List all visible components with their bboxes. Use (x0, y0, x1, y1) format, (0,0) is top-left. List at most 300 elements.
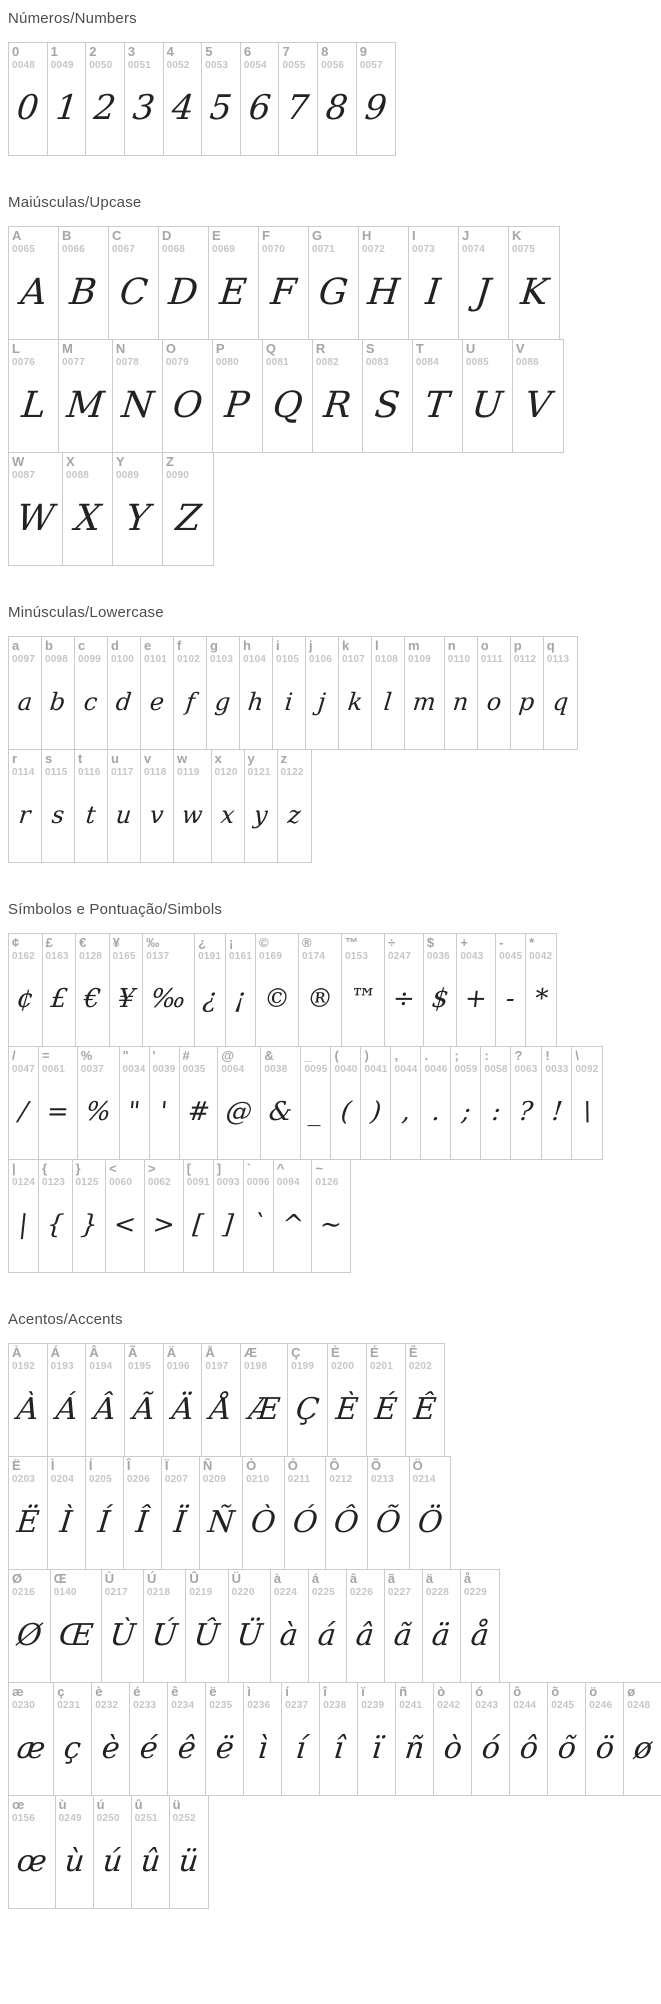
cell-glyph: ! (550, 1097, 564, 1128)
cell-glyph: H (365, 271, 402, 313)
glyph-area (434, 1711, 471, 1795)
cell-char-label: d (111, 638, 119, 653)
glyph-area (120, 1075, 149, 1159)
char-cell (108, 750, 141, 862)
glyph-area (459, 255, 508, 339)
cell-glyph: N (119, 384, 156, 426)
cell-code-label: 0169 (259, 950, 283, 962)
cell-labels (299, 934, 341, 962)
cell-code-label: 0197 (205, 1360, 229, 1372)
cell-char-label: å (463, 1571, 472, 1586)
cell-labels (113, 340, 162, 368)
cell-glyph: è (99, 1730, 122, 1766)
cell-glyph: ë (213, 1730, 236, 1766)
cell-labels (9, 1570, 50, 1598)
cell-char-label: ® (302, 935, 312, 950)
cell-glyph: Ô (332, 1504, 361, 1540)
cell-code-label: 0081 (265, 356, 289, 368)
char-cell (282, 1683, 320, 1795)
char-cell (42, 637, 75, 749)
glyph-area (174, 778, 211, 862)
char-cell (102, 1570, 144, 1682)
cell-char-label: 8 (321, 44, 329, 59)
cell-char-label: t (78, 751, 83, 766)
cell-code-label: 0052 (166, 59, 190, 71)
cell-labels (406, 1344, 444, 1372)
cell-labels (9, 227, 58, 255)
cell-code-label: 0045 (499, 950, 523, 962)
cell-char-label: à (273, 1571, 282, 1586)
cell-code-label: 0232 (95, 1699, 119, 1711)
cell-labels (164, 1344, 202, 1372)
char-row (8, 226, 560, 340)
cell-char-label: ú (96, 1797, 105, 1812)
cell-labels (202, 1344, 240, 1372)
cell-code-label: 0243 (475, 1699, 499, 1711)
glyph-area (363, 368, 412, 452)
cell-char-label: g (210, 638, 218, 653)
cell-code-label: 0195 (128, 1360, 152, 1372)
char-cell (143, 934, 195, 1046)
cell-glyph: Õ (374, 1504, 403, 1540)
cell-code-label: 0040 (334, 1063, 358, 1075)
cell-glyph: W (14, 497, 57, 539)
cell-glyph: ã (392, 1617, 415, 1653)
cell-glyph: % (84, 1097, 113, 1128)
glyph-area (76, 962, 109, 1046)
glyph-area (526, 962, 556, 1046)
char-cell (586, 1683, 624, 1795)
cell-labels (548, 1683, 585, 1711)
char-cell (245, 750, 278, 862)
cell-glyph: / (17, 1097, 30, 1128)
char-cell (367, 1344, 406, 1456)
cell-labels (405, 637, 444, 665)
cell-glyph: Œ (56, 1617, 95, 1653)
cell-glyph: | (17, 1210, 30, 1241)
glyph-area (478, 665, 510, 749)
cell-char-label: ' (152, 1048, 156, 1063)
cell-code-label: 0202 (408, 1360, 432, 1372)
cell-char-label: Û (189, 1571, 199, 1586)
char-cell (318, 43, 357, 155)
cell-labels (256, 934, 298, 962)
cell-code-label: 0046 (424, 1063, 448, 1075)
cell-code-label: 0140 (53, 1586, 77, 1598)
cell-code-label: 0047 (12, 1063, 36, 1075)
cell-char-label: S (365, 341, 375, 356)
cell-char-label: w (177, 751, 188, 766)
cell-code-label: 0119 (177, 766, 200, 778)
glyph-area (306, 665, 338, 749)
glyph-area (259, 255, 308, 339)
char-cell (434, 1683, 472, 1795)
cell-labels (318, 43, 356, 71)
char-grid (8, 636, 661, 863)
cell-labels (42, 750, 74, 778)
glyph-area (229, 1598, 270, 1682)
cell-code-label: 0033 (545, 1063, 569, 1075)
char-cell (174, 637, 207, 749)
cell-char-label: õ (551, 1684, 560, 1699)
cell-glyph: \ (581, 1097, 594, 1128)
char-cell (150, 1047, 180, 1159)
cell-glyph: v (148, 801, 166, 830)
cell-char-label: 0 (12, 44, 20, 59)
cell-char-label: 2 (89, 44, 97, 59)
glyph-area (113, 368, 162, 452)
cell-glyph: ` (250, 1210, 267, 1241)
cell-code-label: 0113 (546, 653, 570, 665)
cell-labels (86, 1344, 124, 1372)
cell-labels (226, 934, 255, 962)
char-cell (572, 1047, 602, 1159)
cell-char-label: % (80, 1048, 93, 1063)
cell-char-label: * (529, 935, 535, 950)
cell-char-label: £ (45, 935, 53, 950)
cell-labels (326, 1457, 367, 1485)
cell-glyph: [ (191, 1210, 205, 1241)
char-row (8, 933, 557, 1047)
cell-labels (342, 934, 384, 962)
cell-labels (273, 637, 305, 665)
char-cell (48, 1344, 87, 1456)
cell-labels (243, 1457, 284, 1485)
char-row (8, 636, 578, 750)
cell-labels (274, 1160, 312, 1188)
char-cell (207, 637, 240, 749)
cell-char-label: U (465, 341, 476, 356)
glyph-area (9, 1075, 38, 1159)
glyph-area (132, 1824, 169, 1908)
cell-char-label: ü (172, 1797, 181, 1812)
glyph-area (309, 1598, 346, 1682)
cell-code-label: 0247 (388, 950, 412, 962)
char-cell (263, 340, 313, 452)
cell-labels (331, 1047, 360, 1075)
cell-labels (624, 1683, 661, 1711)
cell-code-label: 0137 (146, 950, 170, 962)
cell-code-label: 0116 (78, 766, 101, 778)
char-cell (218, 1047, 261, 1159)
glyph-area (174, 665, 206, 749)
cell-char-label: N (115, 341, 126, 356)
section-title: Maiúsculas/Upcase (8, 194, 142, 211)
cell-glyph: Ï (172, 1504, 189, 1540)
glyph-area (9, 1485, 47, 1569)
cell-char-label: b (45, 638, 53, 653)
char-cell (9, 43, 48, 155)
glyph-area (513, 368, 563, 452)
char-cell (328, 1344, 367, 1456)
cell-glyph: Ä (169, 1391, 196, 1427)
cell-code-label: 0209 (202, 1473, 226, 1485)
char-cell (86, 43, 125, 155)
cell-glyph: D (166, 271, 201, 313)
cell-glyph: ™ (348, 984, 378, 1015)
cell-code-label: 0123 (42, 1176, 66, 1188)
char-cell (113, 453, 163, 565)
cell-code-label: 0035 (182, 1063, 206, 1075)
char-cell (285, 1457, 327, 1569)
glyph-area (9, 665, 41, 749)
cell-char-label: C (112, 228, 122, 243)
cell-labels (396, 1683, 433, 1711)
glyph-area (51, 1598, 101, 1682)
cell-labels (445, 637, 477, 665)
cell-char-label: Y (116, 454, 125, 469)
glyph-area (184, 1188, 213, 1272)
cell-code-label: 0238 (323, 1699, 347, 1711)
char-cell (202, 1344, 241, 1456)
cell-glyph: n (451, 688, 470, 717)
glyph-area (312, 1188, 350, 1272)
cell-char-label: ê (171, 1684, 179, 1699)
cell-labels (39, 1047, 77, 1075)
char-cell (202, 43, 241, 155)
glyph-area (357, 71, 395, 155)
cell-labels (125, 43, 163, 71)
cell-glyph: O (170, 384, 205, 426)
cell-char-label: Ô (329, 1458, 340, 1473)
section-title: Minúsculas/Lowercase (8, 604, 164, 621)
cell-code-label: 0100 (111, 653, 135, 665)
cell-labels (132, 1796, 169, 1824)
cell-char-label: ñ (399, 1684, 408, 1699)
cell-glyph: s (50, 801, 66, 830)
cell-labels (463, 340, 512, 368)
cell-glyph: J (474, 271, 493, 313)
cell-glyph: F (268, 271, 299, 313)
cell-char-label: n (447, 638, 456, 653)
cell-code-label: 0070 (262, 243, 286, 255)
char-row (8, 42, 396, 156)
cell-code-label: 0124 (12, 1176, 36, 1188)
glyph-area (368, 1485, 409, 1569)
char-cell (213, 340, 263, 452)
cell-glyph: B (68, 271, 99, 313)
cell-labels (259, 227, 308, 255)
cell-glyph: > (151, 1210, 177, 1241)
char-cell (92, 1683, 130, 1795)
cell-code-label: 0153 (345, 950, 369, 962)
char-cell (39, 1047, 78, 1159)
glyph-area (245, 778, 277, 862)
cell-labels (586, 1683, 623, 1711)
cell-char-label: ï (361, 1684, 365, 1699)
char-cell (548, 1683, 586, 1795)
cell-char-label: Ë (12, 1458, 21, 1473)
cell-code-label: 0068 (162, 243, 186, 255)
glyph-area (9, 1598, 50, 1682)
cell-code-label: 0220 (231, 1586, 255, 1598)
cell-code-label: 0207 (164, 1473, 188, 1485)
glyph-area (301, 1075, 330, 1159)
cell-char-label: á (311, 1571, 320, 1586)
glyph-area (624, 1711, 661, 1795)
char-row (8, 1456, 451, 1570)
cell-code-label: 0101 (144, 653, 168, 665)
cell-char-label: ^ (276, 1161, 285, 1176)
cell-glyph: ? (517, 1097, 535, 1128)
cell-code-label: 0241 (399, 1699, 423, 1711)
cell-labels (212, 750, 244, 778)
char-cell (256, 934, 299, 1046)
cell-char-label: Î (126, 1458, 131, 1473)
cell-char-label: Å (205, 1345, 215, 1360)
cell-code-label: 0102 (177, 653, 201, 665)
cell-glyph: Â (92, 1391, 118, 1427)
cell-char-label: Ò (246, 1458, 257, 1473)
cell-code-label: 0109 (408, 653, 432, 665)
cell-code-label: 0038 (264, 1063, 288, 1075)
cell-labels (214, 1160, 243, 1188)
char-cell (106, 1160, 145, 1272)
cell-labels (73, 1160, 106, 1188)
cell-char-label: x (214, 751, 222, 766)
cell-glyph: ) (369, 1097, 383, 1128)
cell-glyph: C (117, 271, 150, 313)
cell-char-label: 7 (282, 44, 290, 59)
cell-code-label: 0066 (62, 243, 86, 255)
cell-glyph: S (372, 384, 402, 426)
cell-glyph: í (294, 1730, 308, 1766)
char-cell (326, 1457, 368, 1569)
char-cell (200, 1457, 243, 1569)
cell-code-label: 0071 (312, 243, 336, 255)
cell-labels (511, 1047, 541, 1075)
glyph-area (472, 1711, 509, 1795)
cell-code-label: 0196 (166, 1360, 190, 1372)
glyph-area (586, 1711, 623, 1795)
glyph-area (243, 1485, 284, 1569)
cell-labels (9, 1047, 38, 1075)
cell-code-label: 0083 (365, 356, 389, 368)
cell-labels (9, 1344, 47, 1372)
glyph-area (359, 255, 408, 339)
cell-labels (110, 934, 143, 962)
cell-char-label: Á (50, 1345, 61, 1360)
cell-glyph: œ (15, 1843, 49, 1879)
cell-code-label: 0206 (126, 1473, 150, 1485)
char-cell (306, 637, 339, 749)
cell-code-label: 0079 (165, 356, 189, 368)
glyph-area (86, 1485, 123, 1569)
char-cell (86, 1344, 125, 1456)
cell-code-label: 0073 (412, 243, 436, 255)
glyph-area (511, 1075, 541, 1159)
cell-glyph: ¢ (15, 984, 36, 1015)
char-cell (109, 227, 159, 339)
glyph-area (42, 665, 74, 749)
cell-labels (229, 1570, 270, 1598)
cell-glyph: Ë (15, 1504, 41, 1540)
glyph-area (509, 255, 559, 339)
cell-char-label: @ (221, 1048, 234, 1063)
cell-glyph: M (64, 384, 107, 426)
char-cell (542, 1047, 572, 1159)
cell-glyph: w (180, 801, 205, 830)
cell-labels (301, 1047, 330, 1075)
glyph-area (48, 1372, 86, 1456)
cell-labels (163, 453, 213, 481)
cell-glyph: Z (173, 497, 203, 539)
char-cell (496, 934, 526, 1046)
glyph-area (9, 481, 62, 565)
glyph-area (141, 778, 173, 862)
char-cell (451, 1047, 481, 1159)
cell-labels (359, 227, 408, 255)
glyph-area (347, 1598, 384, 1682)
cell-char-label: Ö (412, 1458, 423, 1473)
char-cell (472, 1683, 510, 1795)
glyph-area (124, 1485, 161, 1569)
cell-char-label: E (212, 228, 221, 243)
cell-code-label: 0041 (364, 1063, 388, 1075)
cell-labels (51, 1570, 101, 1598)
cell-char-label: p (513, 638, 522, 653)
cell-labels (43, 934, 76, 962)
cell-glyph: } (78, 1210, 99, 1241)
cell-char-label: ù (58, 1797, 67, 1812)
cell-code-label: 0043 (460, 950, 484, 962)
cell-char-label: Ï (164, 1458, 169, 1473)
char-cell (244, 1683, 282, 1795)
cell-char-label: H (362, 228, 372, 243)
cell-labels (279, 43, 317, 71)
glyph-area (206, 1711, 243, 1795)
char-cell (163, 340, 213, 452)
char-cell (313, 340, 363, 452)
cell-char-label: G (312, 228, 323, 243)
char-row (8, 1159, 351, 1273)
char-cell (73, 1160, 107, 1272)
glyph-area (288, 1372, 327, 1456)
glyph-area (56, 1824, 93, 1908)
cell-glyph: f (184, 688, 196, 717)
cell-code-label: 0089 (116, 469, 140, 481)
cell-labels (124, 1457, 161, 1485)
glyph-area (9, 1711, 53, 1795)
cell-labels (75, 750, 107, 778)
cell-code-label: 0210 (246, 1473, 270, 1485)
cell-code-label: 0103 (210, 653, 234, 665)
cell-labels (457, 934, 495, 962)
cell-glyph: Û (192, 1617, 222, 1653)
cell-labels (372, 637, 404, 665)
char-cell (51, 1570, 102, 1682)
cell-char-label: v (144, 751, 152, 766)
glyph-area (59, 368, 112, 452)
cell-char-label: # (182, 1048, 190, 1063)
cell-labels (240, 637, 272, 665)
glyph-area (75, 778, 107, 862)
glyph-area (186, 1598, 227, 1682)
glyph-area (102, 1598, 143, 1682)
cell-char-label: _ (304, 1048, 312, 1063)
char-cell (624, 1683, 661, 1795)
cell-code-label: 0111 (480, 653, 503, 665)
char-cell (459, 227, 509, 339)
cell-char-label: \ (575, 1048, 580, 1063)
cell-char-label: 6 (243, 44, 252, 59)
cell-glyph: Ò (249, 1504, 278, 1540)
char-cell (174, 750, 212, 862)
cell-glyph: ^ (280, 1210, 306, 1241)
char-row (8, 339, 564, 453)
cell-code-label: 0091 (186, 1176, 210, 1188)
cell-labels (113, 453, 162, 481)
